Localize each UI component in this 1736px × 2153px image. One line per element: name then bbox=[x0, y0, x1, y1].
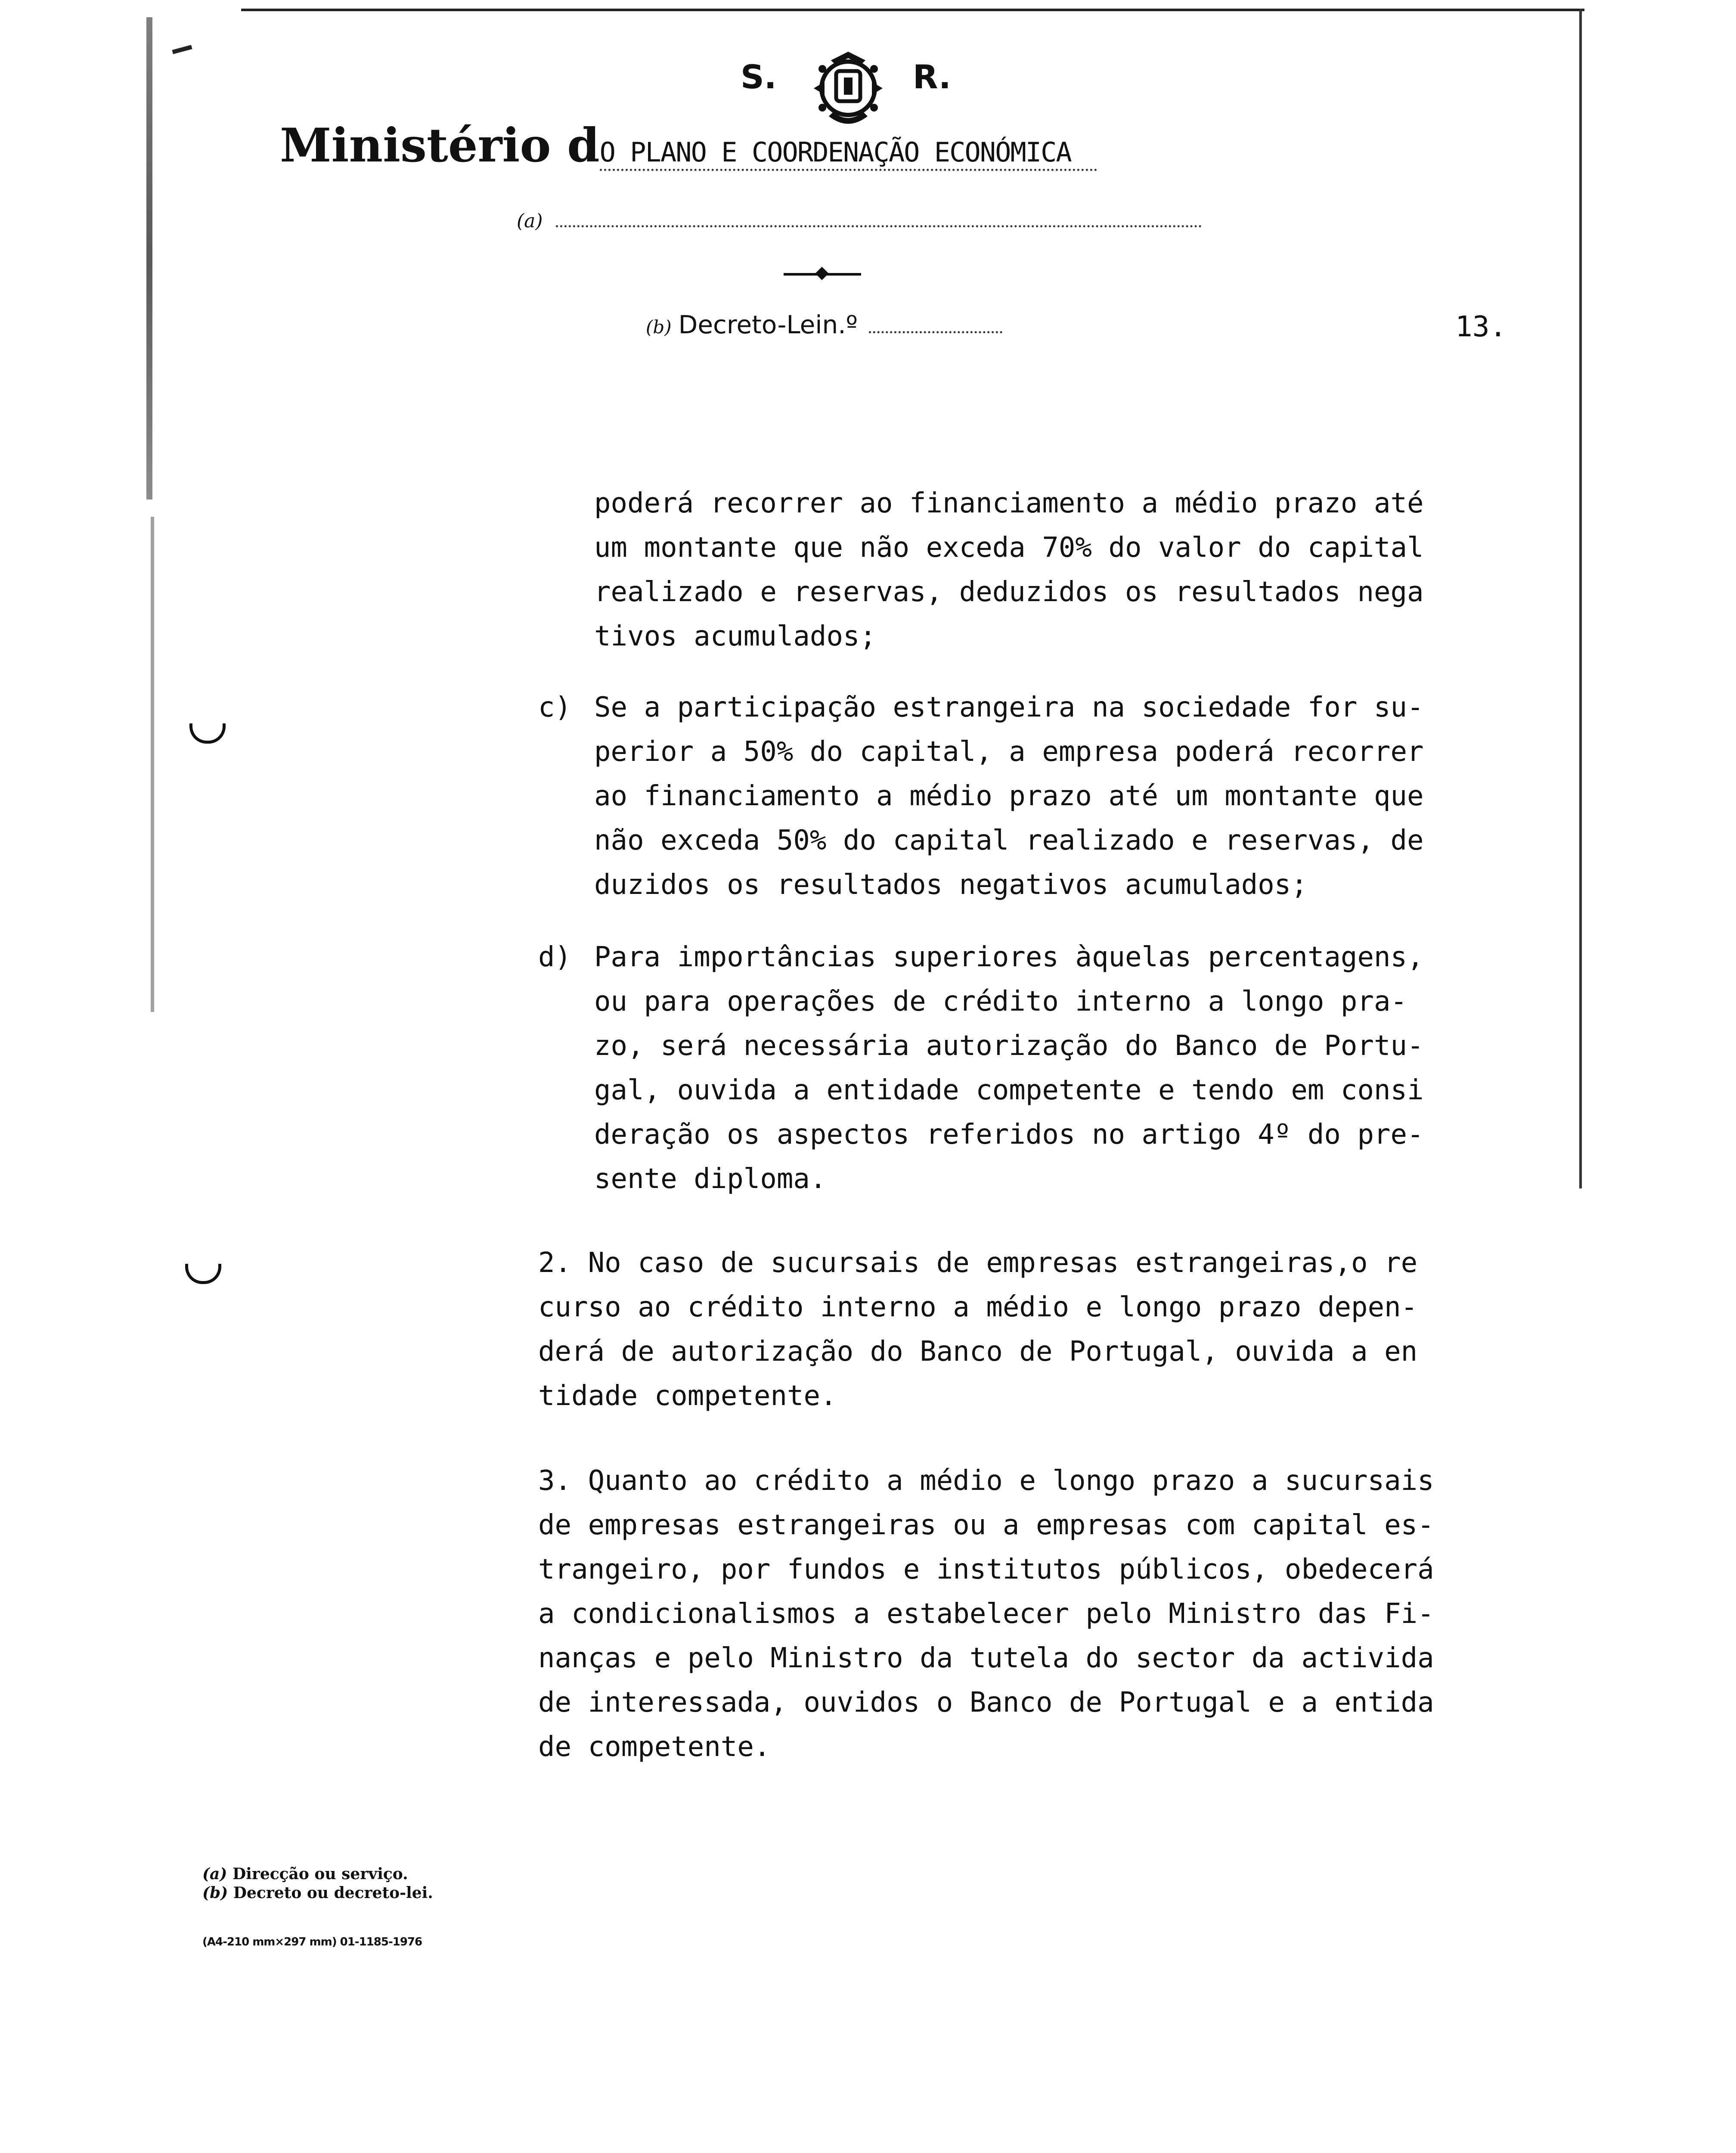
margin-arc-mark bbox=[185, 1264, 221, 1284]
clause-d bbox=[538, 935, 1424, 1201]
text-line: sente diploma. bbox=[594, 1163, 827, 1195]
clause-d-marker: d) bbox=[538, 941, 572, 973]
text-line: de empresas estrangeiras ou a empresas com capital es- bbox=[538, 1509, 1434, 1541]
corner-mark bbox=[172, 45, 192, 54]
footnote-a bbox=[202, 1864, 433, 1883]
print-code: (A4-210 mm×297 mm) 01-1185-1976 bbox=[202, 1936, 422, 1948]
footnote-a-marker: (a) bbox=[202, 1865, 227, 1883]
decree-field bbox=[646, 310, 1002, 339]
text-line: curso ao crédito interno a médio e longo prazo depen- bbox=[538, 1291, 1418, 1323]
separator-diamond-icon bbox=[815, 267, 828, 280]
text-line: Se a participação estrangeira na sociedade for su- bbox=[594, 692, 1424, 723]
decree-field-marker: (b) bbox=[646, 316, 672, 338]
text-line: ao financiamento a médio prazo até um montante que bbox=[594, 780, 1424, 812]
decree-field-label: Decreto-Lein.º bbox=[678, 310, 858, 339]
text-line: tivos acumulados; bbox=[594, 620, 877, 652]
footnote-a-text: Direcção ou serviço. bbox=[232, 1865, 408, 1883]
right-edge-rule bbox=[1579, 9, 1582, 1188]
text-line: nanças e pelo Ministro da tutela do sector da activida bbox=[538, 1642, 1434, 1674]
footnote-b bbox=[202, 1883, 433, 1902]
ministry-heading bbox=[280, 118, 1097, 173]
margin-arc-mark bbox=[189, 723, 226, 744]
text-line: um montante que não exceda 70% do valor do capital bbox=[594, 532, 1424, 564]
header-letter-s: S. bbox=[741, 58, 777, 96]
footnote-b-text: Decreto ou decreto-lei. bbox=[233, 1884, 433, 1902]
text-line: perior a 50% do capital, a empresa poderá recorrer bbox=[594, 736, 1424, 768]
paragraph-2 bbox=[538, 1241, 1417, 1418]
text-line: ou para operações de crédito interno a longo pra- bbox=[594, 986, 1407, 1018]
field-a-label: (a) bbox=[517, 210, 543, 232]
text-line: de interessada, ouvidos o Banco de Portugal e a entida bbox=[538, 1687, 1434, 1719]
clause-c-marker: c) bbox=[538, 692, 572, 723]
text-line: poderá recorrer ao financiamento a médio prazo até bbox=[594, 487, 1424, 519]
text-line: realizado e reservas, deduzidos os resultados nega bbox=[594, 576, 1424, 608]
decree-field-dotted-line bbox=[869, 329, 1002, 333]
text-line: trangeiro, por fundos e institutos públicos, obedecerá bbox=[538, 1554, 1434, 1585]
paragraph-continuation bbox=[594, 481, 1424, 659]
clause-c bbox=[538, 686, 1424, 907]
text-line: 2. No caso de sucursais de empresas estrangeiras,o re bbox=[538, 1247, 1418, 1279]
left-scan-artifact bbox=[146, 17, 152, 499]
text-line: não exceda 50% do capital realizado e reservas, de bbox=[594, 825, 1424, 856]
ministry-prefix: Ministério d bbox=[280, 118, 600, 173]
field-a-dotted-line bbox=[556, 222, 1202, 227]
header-separator bbox=[784, 273, 861, 276]
ministry-name-field: O PLANO E COORDENAÇÃO ECONÓMICA bbox=[600, 137, 1097, 171]
footnote-b-marker: (b) bbox=[202, 1884, 228, 1902]
text-line: a condicionalismos a estabelecer pelo Ministro das Fi- bbox=[538, 1598, 1434, 1630]
text-line: gal, ouvida a entidade competente e tendo em consi bbox=[594, 1074, 1424, 1106]
top-border-rule bbox=[241, 9, 1584, 11]
text-line: deração os aspectos referidos no artigo 4º do pre- bbox=[594, 1119, 1424, 1151]
text-line: Para importâncias superiores àquelas percentagens, bbox=[594, 941, 1424, 973]
paragraph-3 bbox=[538, 1459, 1434, 1769]
text-line: derá de autorização do Banco de Portugal, ouvida a en bbox=[538, 1336, 1418, 1368]
text-line: de competente. bbox=[538, 1731, 771, 1763]
footnotes bbox=[202, 1864, 433, 1902]
field-a bbox=[517, 210, 1202, 232]
text-line: tidade competente. bbox=[538, 1380, 837, 1412]
text-line: 3. Quanto ao crédito a médio e longo prazo a sucursais bbox=[538, 1465, 1434, 1497]
text-line: zo, será necessária autorização do Banco de Portu- bbox=[594, 1030, 1424, 1062]
header-letter-r: R. bbox=[913, 58, 951, 96]
left-scan-artifact-lower bbox=[151, 517, 154, 1012]
text-line: duzidos os resultados negativos acumulados; bbox=[594, 869, 1308, 901]
page-number: 13. bbox=[1455, 310, 1507, 343]
